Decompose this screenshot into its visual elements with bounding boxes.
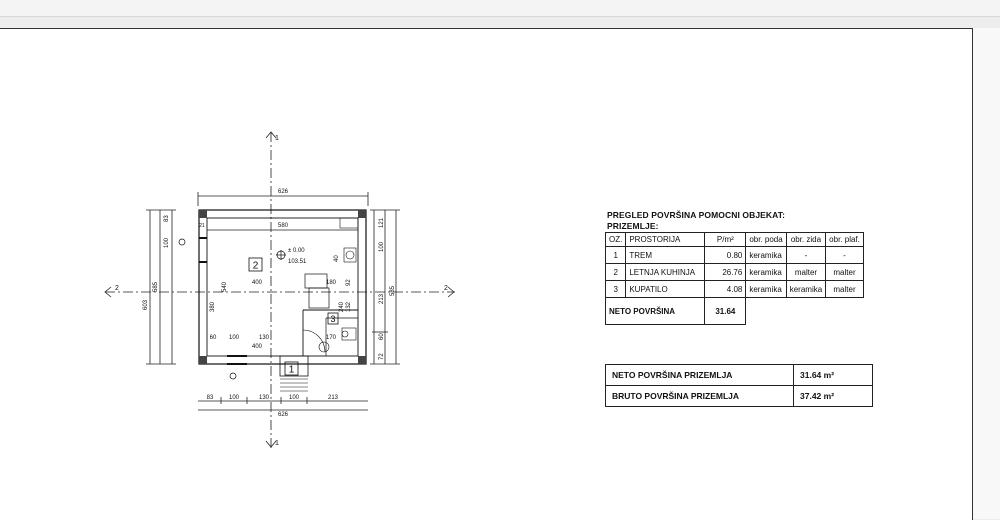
table-row — [606, 247, 864, 264]
row-floor: keramika — [746, 247, 786, 264]
area-table-subtitle: PRIZEMLJE: — [607, 221, 659, 231]
room-label-1: 1 — [288, 364, 295, 376]
dim-inner-8: 21 — [199, 223, 205, 229]
summary-label: NETO POVRŠINA PRIZEMLJA — [606, 365, 794, 386]
row-room: KUPATILO — [626, 281, 705, 298]
dim-top-total: 626 — [277, 189, 289, 195]
row-wall: - — [786, 247, 825, 264]
dim-right-3: 585 — [390, 285, 396, 296]
summary-row — [606, 386, 873, 407]
section-mark-right: 2 — [444, 285, 448, 292]
dim-bottom-total: 626 — [277, 412, 289, 418]
elevation-absolute: 103.51 — [288, 259, 307, 265]
dim-inner-12: 240 — [339, 301, 345, 312]
row-room: TREM — [626, 247, 705, 264]
section-mark-left: 2 — [115, 285, 119, 292]
dim-inner-6: 130 — [258, 335, 270, 341]
table-header-row — [606, 233, 864, 247]
col-header-ceiling: obr. plaf. — [826, 233, 864, 247]
dim-inner-11: 170 — [325, 335, 337, 341]
dim-inner-7: 60 — [209, 335, 217, 341]
dim-inner-5: 100 — [228, 335, 240, 341]
dim-inner-9: 180 — [325, 280, 337, 286]
col-header-room: PROSTORIJA — [626, 233, 705, 247]
summary-label: BRUTO POVRŠINA PRIZEMLJA — [606, 386, 794, 407]
row-area: 4.08 — [705, 281, 746, 298]
summary-value: 31.64 m² — [794, 365, 873, 386]
summary-value: 37.42 m² — [794, 386, 873, 407]
row-ceiling: malter — [826, 281, 864, 298]
dim-bottom-4: 100 — [288, 395, 300, 401]
row-floor: keramika — [746, 281, 786, 298]
table-total-row — [606, 298, 864, 325]
total-label: NETO POVRŠINA — [606, 298, 705, 325]
section-mark-bottom: 1 — [275, 440, 279, 447]
dim-right-4: 213 — [379, 293, 385, 304]
col-header-area: P/m² — [705, 233, 746, 247]
dim-inner-14: 40 — [334, 255, 340, 262]
dim-left-4: 603 — [143, 299, 149, 310]
dim-right-6: 72 — [379, 353, 385, 360]
row-oz: 3 — [606, 281, 626, 298]
room-label-2: 2 — [252, 260, 259, 272]
dim-right-5: 60 — [379, 333, 385, 340]
dim-top-inner: 580 — [277, 223, 289, 229]
dim-inner-2: 380 — [210, 301, 216, 312]
row-ceiling: - — [826, 247, 864, 264]
room-label-3: 3 — [330, 314, 336, 324]
area-table-title: PREGLED POVRŠINA POMOCNI OBJEKAT: — [607, 210, 786, 220]
dim-bottom-2: 100 — [228, 395, 240, 401]
dim-inner-10: 92 — [346, 279, 352, 286]
dim-inner-13: 132 — [346, 301, 352, 312]
table-row — [606, 281, 864, 298]
row-wall: malter — [786, 264, 825, 281]
row-ceiling: malter — [826, 264, 864, 281]
dim-right-2: 100 — [379, 241, 385, 252]
dim-right-1: 121 — [379, 217, 385, 228]
col-header-wall: obr. zida — [786, 233, 825, 247]
dim-bottom-5: 213 — [327, 395, 339, 401]
col-header-floor: obr. poda — [746, 233, 786, 247]
dim-left-3: 585 — [153, 281, 159, 292]
table-row — [606, 264, 864, 281]
dim-bottom-1: 83 — [206, 395, 214, 401]
row-wall: keramika — [786, 281, 825, 298]
area-table — [605, 232, 864, 325]
dim-left-2: 100 — [164, 237, 170, 248]
row-floor: keramika — [746, 264, 786, 281]
row-oz: 2 — [606, 264, 626, 281]
total-value: 31.64 — [705, 298, 746, 325]
row-oz: 1 — [606, 247, 626, 264]
section-mark-top: 1 — [275, 135, 279, 142]
dim-inner-1: 400 — [251, 280, 263, 286]
dim-left-1: 83 — [164, 215, 170, 222]
row-room: LETNJA KUHINJA — [626, 264, 705, 281]
col-header-oz: OZ. — [606, 233, 626, 247]
row-area: 0.80 — [705, 247, 746, 264]
dim-inner-4: 400 — [251, 344, 263, 350]
elevation-value: ± 0.00 — [288, 248, 305, 254]
row-area: 26.76 — [705, 264, 746, 281]
dim-inner-3: 540 — [222, 281, 228, 292]
summary-table — [605, 364, 873, 407]
summary-row — [606, 365, 873, 386]
dim-bottom-3: 130 — [258, 395, 270, 401]
